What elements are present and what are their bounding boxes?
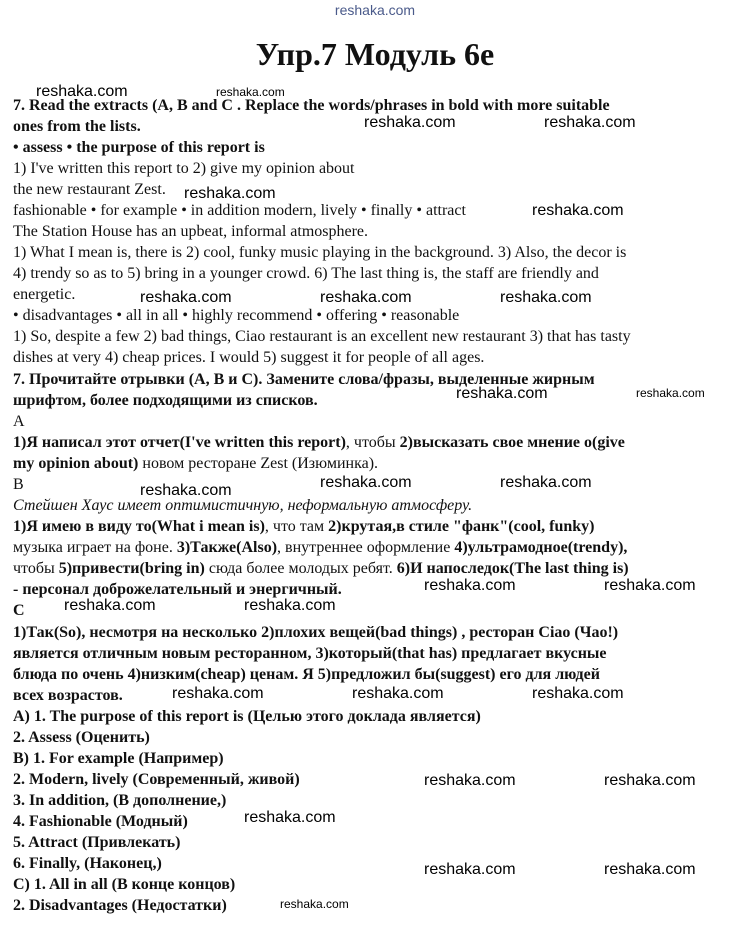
ru-b-text-1: , что там xyxy=(264,518,329,535)
ru-b-line-3 xyxy=(13,559,629,578)
answer-a-2: 2. Assess (Оценить) xyxy=(13,729,150,746)
watermark: reshaka.com xyxy=(364,114,456,131)
task-line-1: 7. Read the extracts (A, B and C . Replace the words/phrases in bold with more suitable xyxy=(13,97,610,114)
ru-b-text-5: сюда более молодых ребят. xyxy=(204,560,397,577)
list-c: • disadvantages • all in all • highly recommend • offering • reasonable xyxy=(13,307,460,324)
watermark: reshaka.com xyxy=(604,861,696,878)
answer-c-1: C) 1. All in all (В конце концов) xyxy=(13,876,236,893)
answer-c-2: 2. Disadvantages (Недостатки) xyxy=(13,897,227,914)
task-ru-line-1: 7. Прочитайте отрывки (A, B и C). Замените слова/фразы, выделенные жирным xyxy=(13,371,595,388)
answer-b-4: 4. Fashionable (Модный) xyxy=(13,813,188,830)
extract-b-line-3: 4) trendy so as to 5) bring in a younger crowd. 6) The last thing is, the staff are friendly and xyxy=(13,265,599,282)
answer-b-1: B) 1. For example (Например) xyxy=(13,750,224,767)
ru-c-line-2: является отличным новым ресторанном, 3)который(that has) предлагает вкусные xyxy=(13,645,607,662)
ru-c-line-4: всех возрастов. xyxy=(13,687,123,704)
ru-c-line-3: блюда по очень 4)низким(cheap) ценам. Я 5)предложил бы(suggest) его для людей xyxy=(13,666,600,683)
ru-b-phrase-6: 6)И напоследок(The last thing is) xyxy=(396,560,629,577)
extract-b-line-2: 1) What I mean is, there is 2) cool, funky music playing in the background. 3) Also, the decor is xyxy=(13,244,627,261)
watermark: reshaka.com xyxy=(280,897,349,911)
watermark: reshaka.com xyxy=(64,597,156,614)
watermark: reshaka.com xyxy=(500,289,592,306)
section-b-label: B xyxy=(13,476,24,493)
watermark: reshaka.com xyxy=(424,861,516,878)
watermark: reshaka.com xyxy=(456,385,548,402)
task-ru-line-2: шрифтом, более подходящими из списков. xyxy=(13,392,318,409)
ru-a-phrase-3: my opinion about) xyxy=(13,455,139,472)
ru-a-text-2: новом ресторане Zest (Изюминка). xyxy=(138,455,379,472)
extract-c-line-2: dishes at very 4) cheap prices. I would 5) suggest it for people of all ages. xyxy=(13,349,485,366)
ru-a-text-1: , чтобы xyxy=(345,434,400,451)
watermark: reshaka.com xyxy=(184,185,276,202)
ru-b-phrase-1: 1)Я имею в виду то(What i mean is) xyxy=(13,518,265,535)
section-c-label: C xyxy=(13,602,25,619)
task-line-2: ones from the lists. xyxy=(13,118,141,135)
watermark: reshaka.com xyxy=(244,809,336,826)
ru-a-line-1 xyxy=(13,433,625,452)
ru-b-text-3: , внутреннее оформление xyxy=(277,539,455,556)
section-a-label: A xyxy=(13,413,25,430)
watermark: reshaka.com xyxy=(424,577,516,594)
watermark: reshaka.com xyxy=(636,386,705,400)
watermark: reshaka.com xyxy=(140,289,232,306)
watermark: reshaka.com xyxy=(216,85,285,99)
watermark: reshaka.com xyxy=(172,685,264,702)
answer-b-3: 3. In addition, (В дополнение,) xyxy=(13,792,227,809)
watermark: reshaka.com xyxy=(320,289,412,306)
ru-b-phrase-3: 3)Также(Also) xyxy=(176,539,278,556)
answer-a-1: A) 1. The purpose of this report is (Целью этого доклада является) xyxy=(13,708,481,725)
extract-a-line-1: 1) I've written this report to 2) give my opinion about xyxy=(13,160,355,177)
watermark: reshaka.com xyxy=(352,685,444,702)
ru-b-line-2 xyxy=(13,538,627,557)
ru-b-phrase-2: 2)крутая,в стиле "фанк"(cool, funky) xyxy=(328,518,595,535)
watermark: reshaka.com xyxy=(36,83,128,100)
ru-b-text-4: чтобы xyxy=(13,560,59,577)
site-header-link[interactable]: reshaka.com xyxy=(334,2,416,18)
ru-a-line-2 xyxy=(13,454,378,473)
watermark: reshaka.com xyxy=(532,202,624,219)
list-b: fashionable • for example • in addition modern, lively • finally • attract xyxy=(13,202,466,219)
watermark: reshaka.com xyxy=(604,772,696,789)
ru-a-phrase-2: 2)высказать свое мнение о(give xyxy=(399,434,625,451)
ru-c-line-1: 1)Так(So), несмотря на несколько 2)плохих вещей(bad things) , ресторан Ciao (Чао!) xyxy=(13,624,619,641)
page-title: Упр.7 Модуль 6е xyxy=(255,36,495,72)
ru-b-line-4: - персонал доброжелательный и энергичный. xyxy=(13,581,342,598)
watermark: reshaka.com xyxy=(544,114,636,131)
watermark: reshaka.com xyxy=(532,685,624,702)
extract-c-line-1: 1) So, despite a few 2) bad things, Ciao restaurant is an excellent new restaurant 3) that has tasty xyxy=(13,328,631,345)
ru-b-phrase-4: 4)ультрамодное(trendy), xyxy=(454,539,628,556)
watermark: reshaka.com xyxy=(244,597,336,614)
watermark: reshaka.com xyxy=(604,577,696,594)
watermark: reshaka.com xyxy=(320,474,412,491)
watermark: reshaka.com xyxy=(140,482,232,499)
answer-b-2: 2. Modern, lively (Современный, живой) xyxy=(13,771,300,788)
extract-b-line-1: The Station House has an upbeat, informal atmosphere. xyxy=(13,223,369,240)
extract-b-line-4: energetic. xyxy=(13,286,76,303)
ru-b-intro: Стейшен Хаус имеет оптимистичную, неформальную атмосферу. xyxy=(13,497,473,514)
answer-b-5: 5. Attract (Привлекать) xyxy=(13,834,181,851)
ru-b-text-2: музыка играет на фоне. xyxy=(13,539,177,556)
ru-b-line-1 xyxy=(13,517,595,536)
watermark: reshaka.com xyxy=(424,772,516,789)
ru-b-phrase-5: 5)привести(bring in) xyxy=(58,560,205,577)
ru-a-phrase-1: 1)Я написал этот отчет(I've written this report) xyxy=(13,434,346,451)
list-a: • assess • the purpose of this report is xyxy=(13,139,265,156)
watermark: reshaka.com xyxy=(500,474,592,491)
extract-a-line-2: the new restaurant Zest. xyxy=(13,181,166,198)
answer-b-6: 6. Finally, (Наконец,) xyxy=(13,855,162,872)
